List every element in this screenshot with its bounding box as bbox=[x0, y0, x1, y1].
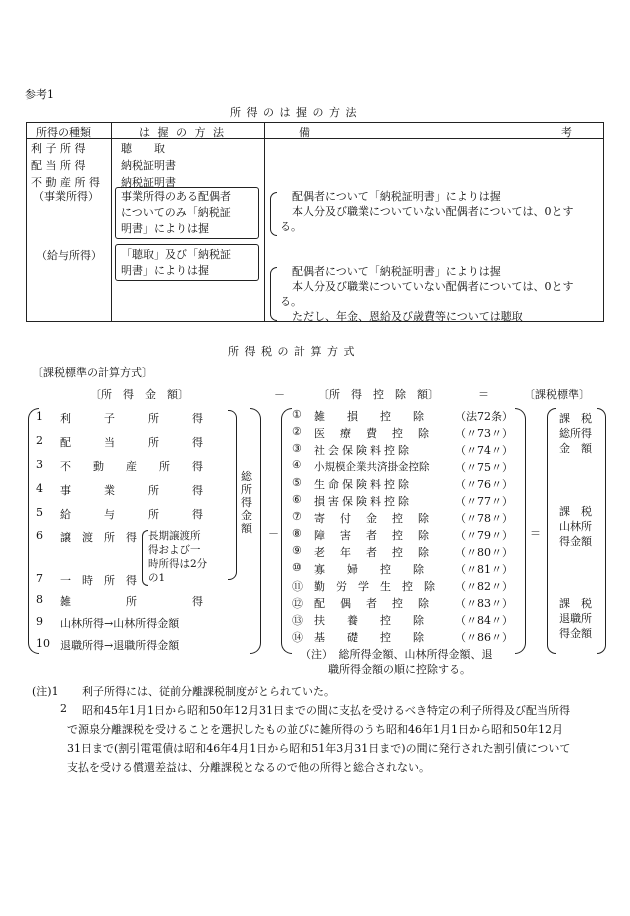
salary-note-line: 明書」によりは握 bbox=[121, 264, 209, 277]
deduction-label: 雑 損 控 除 bbox=[314, 410, 424, 423]
deduction-no: ⑫ bbox=[292, 597, 303, 610]
method-title: 所 得 の は 握 の 方 法 bbox=[230, 106, 358, 119]
deduction-no: ⑪ bbox=[292, 580, 303, 593]
income-item-no: 4 bbox=[36, 482, 43, 495]
income-item-label: 山林所得→山林所得金額 bbox=[60, 617, 180, 630]
deduction-label: 老 年 者 控 除 bbox=[314, 546, 431, 559]
note-number: (注)1 bbox=[32, 685, 59, 698]
deduction-no: ② bbox=[292, 425, 302, 438]
long-term-line: 長期譲渡所 bbox=[148, 530, 201, 542]
deduction-ref: （〃75〃） bbox=[455, 461, 513, 474]
income-item-label: 雑 所 得 bbox=[60, 595, 203, 608]
income-item-label: 利 子 所 得 bbox=[60, 412, 203, 425]
header-method: は 握 の 方 法 bbox=[139, 126, 226, 139]
income-item-label: 譲 渡 所 得 bbox=[60, 531, 137, 544]
business-note-line: 事業所得のある配偶者 bbox=[121, 190, 231, 203]
deduction-label: 生命保険料控除 bbox=[314, 478, 412, 491]
deduction-ref: （〃83〃） bbox=[455, 597, 513, 610]
income-method-table bbox=[26, 122, 604, 322]
head-income: 〔所 得 金 額〕 bbox=[90, 388, 189, 401]
deduction-ref: （〃73〃） bbox=[455, 427, 513, 440]
salary-note-line: 「聴取」及び「納税証 bbox=[121, 248, 231, 261]
deduction-label: 扶 養 控 除 bbox=[314, 614, 424, 627]
deduction-ref: （〃80〃） bbox=[455, 546, 513, 559]
deduction-no: ⑬ bbox=[292, 614, 303, 627]
business-remark-line: 配偶者について「納税証明書」によりは握 bbox=[292, 190, 501, 203]
deduction-label: 医 療 費 控 除 bbox=[314, 427, 431, 440]
note-line: 利子所得には、従前分離課税制度がとられていた。 bbox=[82, 685, 335, 698]
standard-line: 得金額 bbox=[559, 535, 592, 548]
kind-real-estate: 不 動 産 所 得 bbox=[31, 176, 100, 189]
note-line: 支払を受ける償還差益は、分離課税となるので他の所得と総合されない。 bbox=[67, 761, 430, 774]
salary-remarks-brace bbox=[270, 267, 277, 321]
standard-right-brace bbox=[597, 408, 606, 654]
income-item-no: 7 bbox=[36, 572, 43, 585]
kind-dividend: 配 当 所 得 bbox=[31, 159, 86, 172]
standard-left-brace bbox=[547, 408, 556, 654]
income-item-no: 3 bbox=[36, 458, 43, 471]
standard-line: 課 税 bbox=[559, 597, 592, 610]
deduction-ref: （〃84〃） bbox=[455, 614, 513, 627]
business-note-line: 明書」によりは握 bbox=[121, 222, 209, 235]
deduction-no: ⑧ bbox=[292, 527, 302, 540]
kind-interest: 利 子 所 得 bbox=[31, 142, 86, 155]
calc-subtitle: 〔課税標準の計算方式〕 bbox=[32, 366, 153, 379]
long-term-line: の1 bbox=[148, 572, 166, 584]
operator-equals: ＝ bbox=[530, 527, 541, 540]
salary-remark-line: る。 bbox=[280, 295, 302, 308]
business-remark-line: 本人分及び職業についていない配偶者については、0とす bbox=[292, 205, 574, 218]
deduction-no: ⑩ bbox=[292, 561, 302, 574]
deduction-no: ⑥ bbox=[292, 493, 302, 506]
head-equals: ＝ bbox=[478, 388, 489, 401]
method-dividend: 納税証明書 bbox=[121, 159, 176, 172]
deduction-label: 小規模企業共済掛金控除 bbox=[314, 461, 430, 473]
income-item-no: 9 bbox=[36, 615, 43, 628]
income-item-no: 10 bbox=[36, 637, 50, 650]
kind-business: （事業所得） bbox=[33, 190, 99, 203]
deduct-left-brace bbox=[281, 408, 292, 654]
deduction-ref: （〃86〃） bbox=[455, 631, 513, 644]
deduction-ref: （〃76〃） bbox=[455, 478, 513, 491]
salary-remark-line: 配偶者について「納税証明書」によりは握 bbox=[292, 265, 501, 278]
income-item-no: 6 bbox=[36, 529, 43, 542]
deduction-ref: （〃78〃） bbox=[455, 512, 513, 525]
income-item-label: 給 与 所 得 bbox=[60, 508, 203, 521]
deduction-label: 障 害 者 控 除 bbox=[314, 529, 431, 542]
deduction-note-line: （注） 総所得金額、山林所得金額、退 bbox=[300, 648, 493, 661]
deduction-ref: （〃81〃） bbox=[455, 563, 513, 576]
deduction-ref: （法72条） bbox=[455, 410, 513, 423]
note-number: 2 bbox=[60, 702, 67, 715]
note-line: 31日まで(割引電電債は昭和46年4月1日から昭和51年3月31日まで)の間に発行された割引債について bbox=[67, 742, 571, 755]
deduction-label: 基 礎 控 除 bbox=[314, 631, 424, 644]
method-real-estate: 納税証明書 bbox=[121, 176, 176, 189]
operator-minus: － bbox=[268, 527, 279, 540]
deduction-ref: （〃79〃） bbox=[455, 529, 513, 542]
deduction-label: 寡 婦 控 除 bbox=[314, 563, 424, 576]
deduction-no: ④ bbox=[292, 459, 302, 471]
header-remarks-b: 考 bbox=[561, 126, 572, 139]
income-item-label: 一 時 所 得 bbox=[60, 574, 137, 587]
header-income-kind: 所得の種類 bbox=[36, 126, 91, 139]
total-income-brace bbox=[228, 410, 237, 580]
standard-line: 金 額 bbox=[559, 442, 592, 455]
deduction-no: ⑤ bbox=[292, 476, 302, 489]
standard-line: 得金額 bbox=[559, 627, 592, 640]
long-term-line: 時所得は2分 bbox=[148, 558, 208, 570]
head-standard: 〔課税標準〕 bbox=[524, 388, 590, 401]
standard-line: 課 税 bbox=[559, 412, 592, 425]
deduction-note-line: 職所得金額の順に控除する。 bbox=[328, 663, 471, 676]
deduction-ref: （〃77〃） bbox=[455, 495, 513, 508]
head-minus: － bbox=[274, 388, 285, 401]
business-note-line: についてのみ「納税証 bbox=[121, 206, 231, 219]
deduction-no: ⑨ bbox=[292, 544, 302, 557]
method-interest: 聴 取 bbox=[121, 142, 165, 155]
total-income-label: 総所得金額 bbox=[241, 470, 252, 535]
deduction-ref: （〃74〃） bbox=[455, 444, 513, 457]
business-remarks-brace bbox=[270, 192, 277, 236]
deduction-no: ③ bbox=[292, 442, 302, 455]
kind-salary: （給与所得） bbox=[36, 249, 102, 262]
header-remarks-a: 備 bbox=[299, 126, 310, 139]
deduct-right-brace bbox=[515, 408, 526, 654]
deduction-ref: （〃82〃） bbox=[455, 580, 513, 593]
salary-remark-line: ただし、年金、恩給及び歳費等については聴取 bbox=[292, 310, 523, 323]
income-item-label: 退職所得→退職所得金額 bbox=[60, 639, 180, 652]
standard-line: 山林所 bbox=[559, 520, 592, 533]
income-item-label: 不 動 産 所 得 bbox=[60, 460, 203, 473]
income-item-no: 1 bbox=[36, 410, 43, 423]
long-term-line: 得および一 bbox=[148, 544, 201, 556]
head-deduct: 〔所 得 控 除 額〕 bbox=[318, 388, 439, 401]
deduction-label: 社会保険料控除 bbox=[314, 444, 412, 457]
deduction-label: 寄 付 金 控 除 bbox=[314, 512, 431, 525]
income-item-no: 5 bbox=[36, 506, 43, 519]
calc-title: 所 得 税 の 計 算 方 式 bbox=[228, 345, 356, 358]
standard-line: 課 税 bbox=[559, 505, 592, 518]
business-remark-line: る。 bbox=[280, 220, 302, 233]
standard-line: 退職所 bbox=[559, 612, 592, 625]
deduction-label: 配 偶 者 控 除 bbox=[314, 597, 431, 610]
note-line: で源泉分離課税を受けることを選択したもの並びに雑所得のうち昭和46年1月1日から昭和50年12月 bbox=[67, 723, 563, 736]
reference-label: 参考1 bbox=[25, 88, 54, 101]
note-line: 昭和45年1月1日から昭和50年12月31日までの間に支払を受けるべき特定の利子所得及び配当所得 bbox=[82, 704, 570, 717]
income-item-label: 配 当 所 得 bbox=[60, 436, 203, 449]
deduction-label: 損害保険料控除 bbox=[314, 495, 412, 508]
deduction-no: ⑦ bbox=[292, 510, 302, 523]
income-item-no: 2 bbox=[36, 434, 43, 447]
standard-line: 総所得 bbox=[559, 427, 592, 440]
income-item-no: 8 bbox=[36, 593, 43, 606]
deduction-no: ① bbox=[292, 408, 302, 421]
salary-remark-line: 本人分及び職業についていない配偶者については、0とす bbox=[292, 280, 574, 293]
deduction-label: 勤 労 学 生 控 除 bbox=[314, 580, 435, 593]
income-item-label: 事 業 所 得 bbox=[60, 484, 203, 497]
deduction-no: ⑭ bbox=[292, 631, 303, 644]
